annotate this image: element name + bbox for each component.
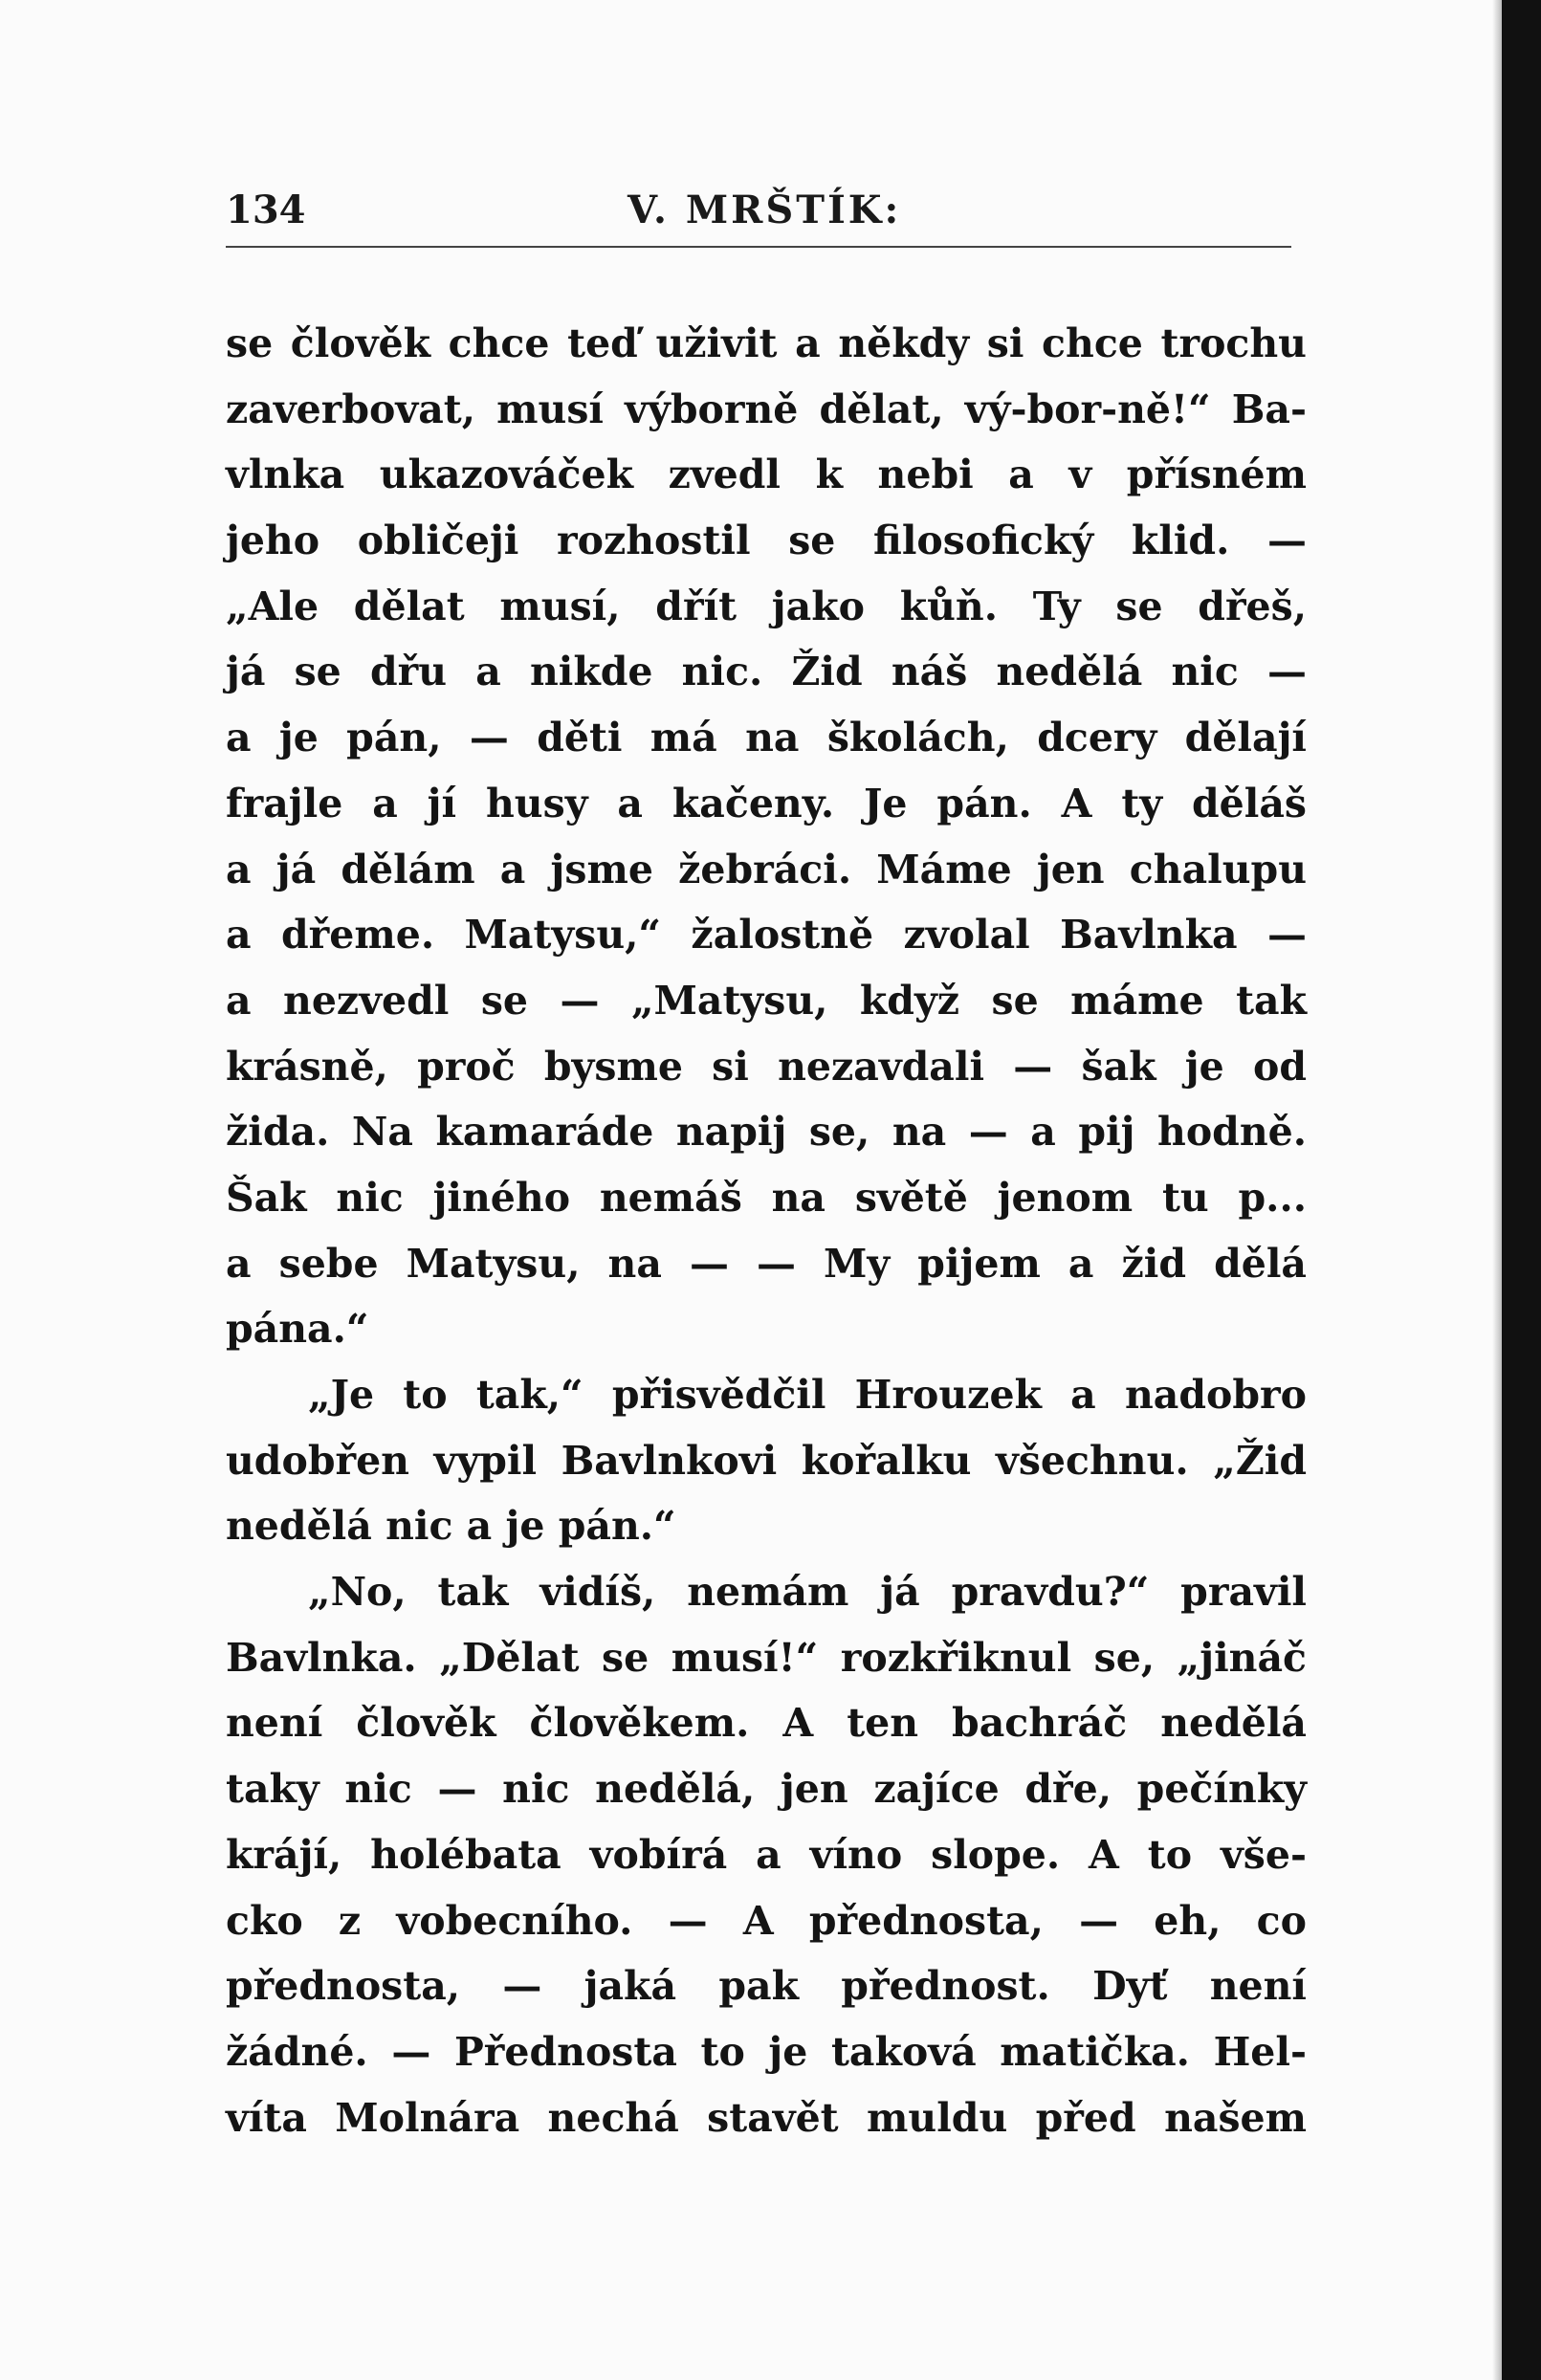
text-line: zaverbovat, musí výborně dělat, vý-bor-ně!“ Ba- xyxy=(226,386,1307,432)
text-line: žida. Na kamaráde napij se, na — a pij hodně. xyxy=(226,1109,1307,1156)
text-line: žádné. — Přednosta to je taková matička. Hel- xyxy=(226,2028,1307,2075)
running-head: V. MRŠTÍK: xyxy=(627,187,902,232)
text-line: jeho obličeji rozhostil se filosofický klid. — xyxy=(226,518,1307,564)
text-line: frajle a jí husy a kačeny. Je pán. A ty děláš xyxy=(226,780,1307,826)
text-line: a já dělám a jsme žebráci. Máme jen chalupu xyxy=(226,846,1307,892)
text-line: krásně, proč bysme si nezavdali — šak je od xyxy=(226,1043,1307,1090)
text-line: já se dřu a nikde nic. Žid náš nedělá nic — xyxy=(226,649,1307,695)
text-line: víta Molnára nechá stavět muldu před našem xyxy=(226,2094,1307,2141)
text-line: udobřen vypil Bavlnkovi kořalku všechnu. „Žid xyxy=(226,1437,1307,1484)
text-line: Bavlnka. „Dělat se musí!“ rozkřiknul se, „jináč xyxy=(226,1634,1307,1681)
text-line: „No, tak vidíš, nemám já pravdu?“ pravil xyxy=(308,1569,1307,1616)
page-header xyxy=(226,177,1291,244)
text-line: cko z vobecního. — A přednosta, — eh, co xyxy=(226,1897,1307,1944)
text-line: taky nic — nic nedělá, jen zajíce dře, pečínky xyxy=(226,1766,1307,1813)
text-line: pána.“ xyxy=(226,1306,369,1353)
text-line: „Ale dělat musí, dřít jako kůň. Ty se dřeš, xyxy=(226,583,1307,629)
text-line: a dřeme. Matysu,“ žalostně zvolal Bavlnka — xyxy=(226,912,1307,959)
page-edge xyxy=(1502,0,1541,2380)
text-line: a nezvedl se — „Matysu, když se máme tak xyxy=(226,977,1307,1024)
text-line: přednosta, — jaká pak přednost. Dyť není xyxy=(226,1963,1307,2010)
text-line: krájí, holébata vobírá a víno slope. A to vše- xyxy=(226,1831,1307,1878)
text-line: se člověk chce teď uživit a někdy si chce trochu xyxy=(226,320,1307,366)
text-line: Šak nic jiného nemáš na světě jenom tu p... xyxy=(226,1174,1307,1221)
page-shadow xyxy=(1492,0,1502,2380)
header-rule xyxy=(226,246,1291,248)
text-line: není člověk člověkem. A ten bachráč nedělá xyxy=(226,1700,1307,1747)
page-number: 134 xyxy=(226,187,306,232)
text-line: „Je to tak,“ přisvědčil Hrouzek a nadobro xyxy=(308,1372,1307,1418)
text-line: nedělá nic a je pán.“ xyxy=(226,1503,676,1550)
text-line: a sebe Matysu, na — — My pijem a žid dělá xyxy=(226,1240,1307,1287)
text-line: a je pán, — děti má na školách, dcery dělají xyxy=(226,715,1307,761)
text-line: vlnka ukazováček zvedl k nebi a v přísném xyxy=(226,452,1307,498)
body-text xyxy=(226,311,1307,2150)
